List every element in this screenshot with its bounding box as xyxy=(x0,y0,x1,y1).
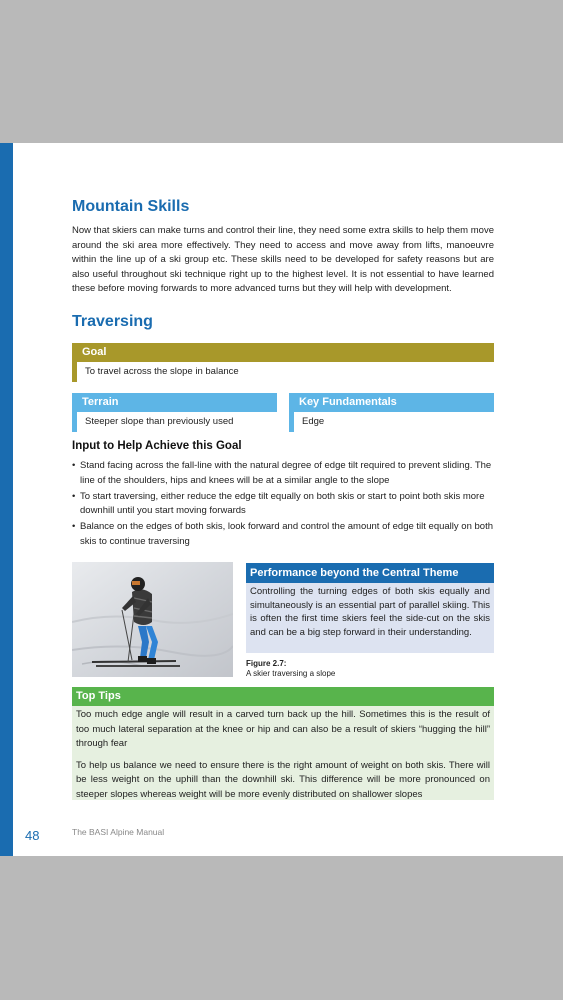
book-page xyxy=(0,143,563,856)
page-number: 48 xyxy=(25,828,40,843)
key-fundamentals-text: Edge xyxy=(289,412,494,432)
input-heading: Input to Help Achieve this Goal xyxy=(72,440,242,452)
top-tip-paragraph: To help us balance we need to ensure there is the right amount of weight on both skis. There will be less weight on the uphill than the downhill ski. This difference will be more pronounced on steeper slopes whereas weight will be more evenly distributed on shallower slopes xyxy=(76,759,490,800)
goal-heading: Goal xyxy=(72,343,494,362)
bullet-item: • To start traversing, either reduce the edge tilt equally on both skis or start to point both skis more downhill until you start moving forwards xyxy=(72,490,494,520)
terrain-heading: Terrain xyxy=(72,393,277,412)
running-footer: The BASI Alpine Manual xyxy=(72,827,165,837)
terrain-text: Steeper slope than previously used xyxy=(72,412,277,432)
section-title: Mountain Skills xyxy=(72,198,190,215)
bullet-item: • Balance on the edges of both skis, look forward and control the amount of edge tilt equally on both skis to continue traversing xyxy=(72,520,494,550)
figure-label: Figure 2.7: xyxy=(246,659,287,668)
subsection-title: Traversing xyxy=(72,313,153,330)
top-tip-paragraph: Too much edge angle will result in a carved turn back up the hill. Sometimes this is the result of too much lateral separation at the knee or hip and can also be a result of skiers “hugging the hill” through fear xyxy=(76,709,490,750)
bullet-item: • Stand facing across the fall-line with the natural degree of edge tilt required to prevent sliding. The line of the shoulders, hips and knees will be at a similar angle to the slope xyxy=(72,459,494,489)
key-fundamentals-heading: Key Fundamentals xyxy=(289,393,494,412)
performance-heading: Performance beyond the Central Theme xyxy=(246,563,494,583)
performance-text: Controlling the turning edges of both skis equally and simultaneously is an essential part of parallel skiing. This is often the first time skiers feel the side-cut on the skis and can be a big step forward in their understanding. xyxy=(246,583,494,653)
top-tips-body xyxy=(72,706,494,800)
figure-caption: A skier traversing a slope xyxy=(246,669,336,678)
goal-text: To travel across the slope in balance xyxy=(72,362,494,382)
skier-photo xyxy=(72,562,233,677)
input-bullet-list xyxy=(72,459,494,551)
intro-paragraph: Now that skiers can make turns and control their line, they need some extra skills to help them move around the ski area more effectively. They need to access and move away from lifts, manoeuvre within the line up of a ski group etc. These skills need to be developed for safety reasons but are also useful throughout ski technique right up to the highest level. It is not essential to have learned these before moving forwards to more advanced turns but they will help with development. xyxy=(72,225,494,295)
page-edge-bar xyxy=(0,143,13,856)
top-tips-heading: Top Tips xyxy=(72,687,494,706)
